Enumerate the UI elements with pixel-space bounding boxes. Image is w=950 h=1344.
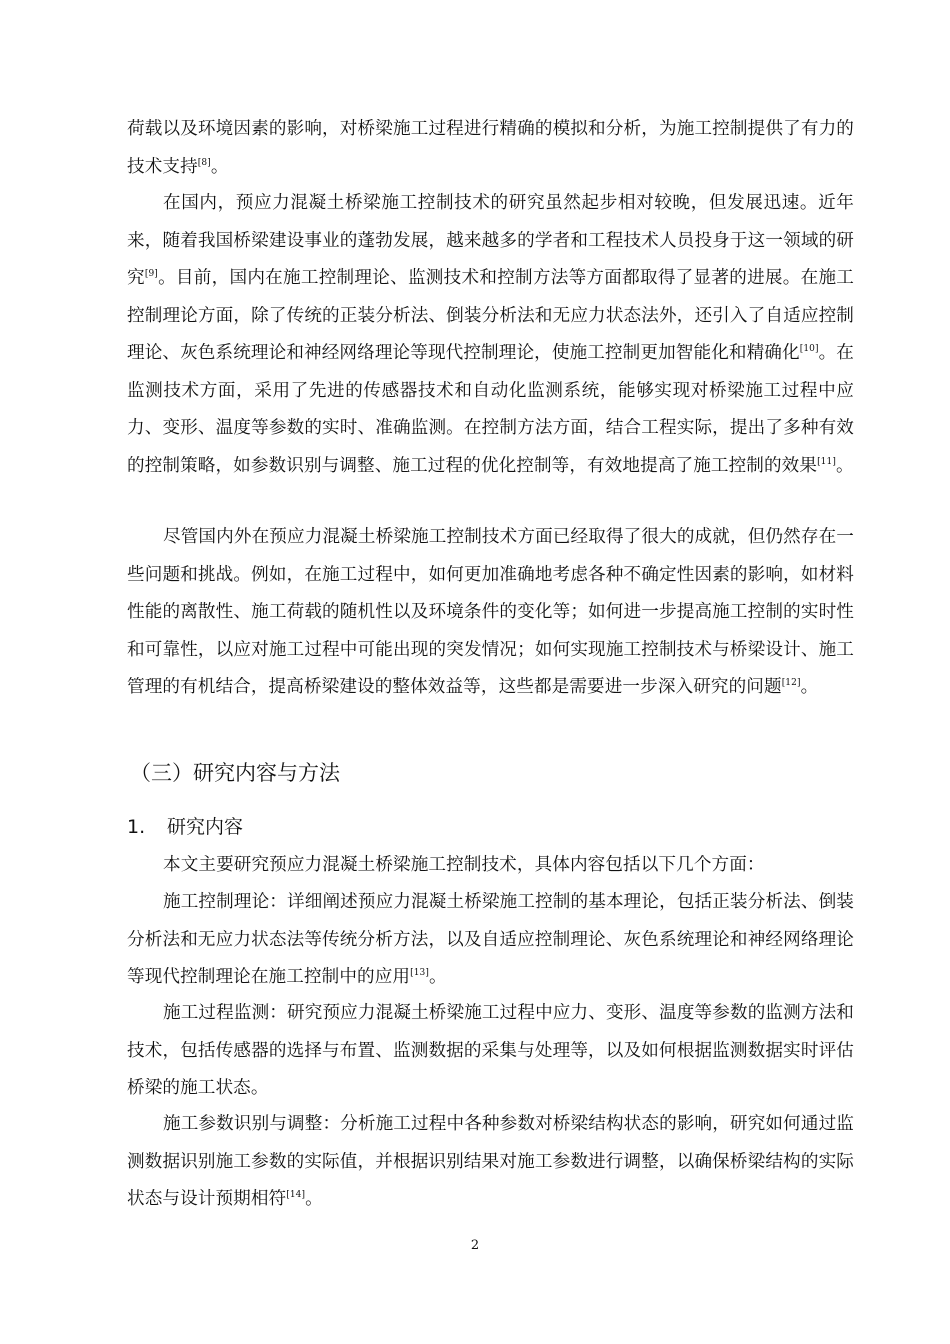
paragraph-text: 施工控制理论：详细阐述预应力混凝土桥梁施工控制的基本理论，包括正装分析法、倒装分析法和无应力状态法等传统分析方法，以及自适应控制理论、灰色系统理论和神经网络理论等现代控制理论在施工控制中的应用 (127, 892, 854, 987)
punctuation: 。 (835, 455, 854, 476)
citation: [13] (410, 968, 429, 978)
page-number: 2 (470, 1238, 480, 1253)
subsection-number: 1. (127, 816, 146, 838)
paragraph-text: 施工参数识别与调整：分析施工过程中各种参数对桥梁结构状态的影响，研究如何通过监测数据识别施工参数的实际值，并根据识别结果对施工参数进行调整，以确保桥梁结构的实际状态与设计预期相符 (127, 1114, 854, 1209)
subsection-title: 研究内容 (167, 816, 244, 838)
citation: [14] (286, 1190, 306, 1200)
punctuation: 。 (305, 1189, 323, 1209)
paragraph-text: 荷载以及环境因素的影响，对桥梁施工过程进行精确的模拟和分析，为施工控制提供了有力的技术支持 (127, 119, 854, 177)
paragraph-text: 。目前，国内在施工控制理论、监测技术和控制方法等方面都取得了显著的进展。在施工控制理论方面，除了传统的正装分析法、倒装分析法和无应力状态法外，还引入了自适应控制理论、灰色系统理论和神经网络理论等现代控制理论，使施工控制更加智能化和精确化 (127, 268, 854, 363)
citation: [12] (781, 678, 801, 688)
paragraph-3 (127, 519, 854, 707)
paragraph-text: 尽管国内外在预应力混凝土桥梁施工控制技术方面已经取得了很大的成就，但仍然存在一些问题和挑战。例如，在施工过程中，如何更加准确地考虑各种不确定性因素的影响，如材料性能的离散性、施工荷载的随机性以及环境条件的变化等；如何进一步提高施工控制的实时性和可靠性，以应对施工过程中可能出现的突发情况；如何实现施工控制技术与桥梁设计、施工管理的有机结合，提高桥梁建设的整体效益等，这些都是需要进一步深入研究的问题 (127, 527, 854, 697)
paragraph-text: 施工过程监测：研究预应力混凝土桥梁施工过程中应力、变形、温度等参数的监测方法和技术，包括传感器的选择与布置、监测数据的采集与处理等，以及如何根据监测数据实时评估桥梁的施工状态。 (127, 1003, 854, 1098)
citation: [10] (799, 344, 819, 354)
citation: [9] (144, 269, 158, 279)
paragraph-text: 在国内，预应力混凝土桥梁施工控制技术的研究虽然起步相对较晚，但发展迅速。近年来，随着我国桥梁建设事业的蓬勃发展，越来越多的学者和工程技术人员投身于这一领域的研究 (127, 193, 854, 288)
citation: [8] (197, 157, 211, 168)
punctuation: 。 (428, 967, 447, 987)
punctuation: 。 (800, 677, 819, 697)
paragraph-7 (127, 1106, 854, 1219)
paragraph-4 (127, 847, 854, 885)
paragraph-5 (127, 884, 854, 997)
section-heading: （三）研究内容与方法 (130, 761, 340, 785)
paragraph-2 (127, 185, 854, 485)
subsection-heading (127, 811, 243, 843)
citation: [11] (817, 456, 836, 467)
punctuation: 。 (210, 156, 229, 177)
paragraph-6 (127, 995, 854, 1108)
paragraph-text: 本文主要研究预应力混凝土桥梁施工控制技术，具体内容包括以下几个方面： (163, 855, 765, 875)
paragraph-1 (127, 111, 854, 186)
paragraph-text: 。在监测技术方面，采用了先进的传感器技术和自动化监测系统，能够实现对桥梁施工过程中应力、变形、温度等参数的实时、准确监测。在控制方法方面，结合工程实际，提出了多种有效的控制策略，如参数识别与调整、施工过程的优化控制等，有效地提高了施工控制的效果 (127, 343, 854, 476)
